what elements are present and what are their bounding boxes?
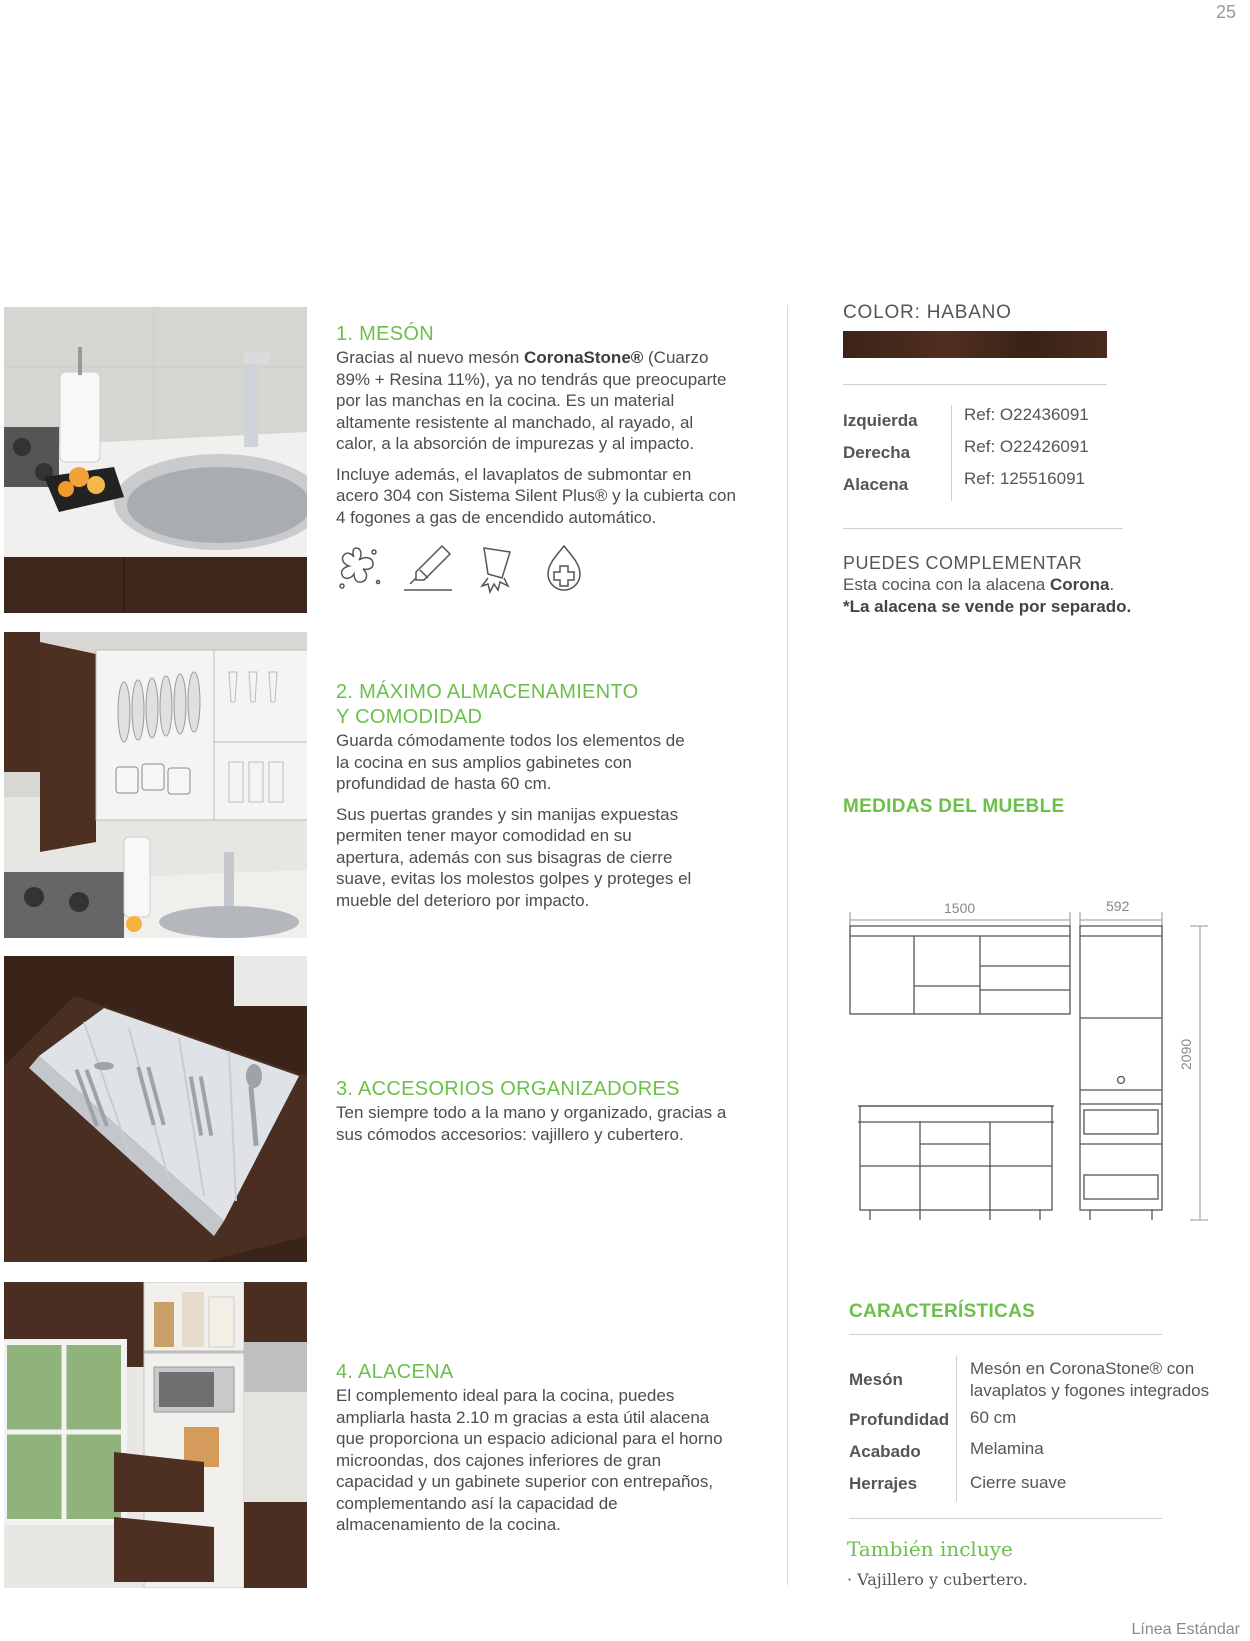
spec-label: Profundidad [849,1410,950,1429]
ref-label: Izquierda [843,411,918,430]
complement-line: Esta cocina con la alacena Corona. [843,575,1115,594]
section-title: 2. MÁXIMO ALMACENAMIENTO Y COMODIDAD [336,681,639,728]
divider [849,1518,1162,1519]
footer-label: Línea Estándar [1131,1621,1240,1638]
section-accesorios [336,1077,736,1154]
section-title: 3. ACCESORIOS ORGANIZADORES [336,1078,680,1100]
dimension-height: 2090 [1178,1038,1194,1070]
spec-label: Acabado [849,1442,921,1461]
photo-meson [4,307,307,613]
color-title: COLOR: HABANO [843,302,1012,323]
feature-icons [334,542,574,598]
spec-value: Cierre suave [970,1473,1067,1492]
ref-value: Ref: O22436091 [964,405,1089,424]
scratch-resistant-icon [402,542,452,594]
spec-label: Herrajes [849,1474,918,1493]
dimension-width: 1500 [944,900,976,916]
divider [843,384,1107,385]
section-paragraph: El complemento ideal para la cocina, puedes ampliarla hasta 2.10 m gracias a esta útil alacena que proporciona un espacio adicional para el horno microondas, dos cajones inferiores de gran capacidad y un gabinete superior con entrepaños, complementando así la capacidad de almacenamiento de la cocina. [336,1386,723,1534]
caracteristicas-title: CARACTERÍSTICAS [849,1301,1036,1322]
ref-value: Ref: 125516091 [964,469,1085,488]
ref-label: Derecha [843,443,911,462]
complement-disclaimer: *La alacena se vende por separado. [843,597,1132,616]
medidas-title: MEDIDAS DEL MUEBLE [843,796,1065,817]
stain-resistant-icon [334,542,384,594]
section-paragraph: Ten siempre todo a la mano y organizado, gracias a sus cómodos accesorios: vajillero y cubertero. [336,1103,727,1144]
section-alacena [336,1360,726,1545]
photo-alacena [4,1282,307,1588]
tambien-item: · Vajillero y cubertero. [847,1570,1028,1589]
absorption-resistant-icon [538,542,588,594]
section-title: 1. MESÓN [336,323,434,345]
section-almacenamiento [336,680,696,920]
spec-label: Mesón [849,1370,903,1389]
spec-value: Mesón en CoronaStone® con lavaplatos y fogones integrados [970,1359,1210,1400]
divider [849,1334,1162,1335]
section-title: 4. ALACENA [336,1361,454,1383]
spec-value: 60 cm [970,1408,1017,1427]
ref-value: Ref: O22426091 [964,437,1089,456]
section-paragraph: Sus puertas grandes y sin manijas expuestas permiten tener mayor comodidad en su apertura, además con sus bisagras de cierre suave, evitas los molestos golpes y proteges el mueble del deterioro por impacto. [336,804,692,910]
impact-resistant-icon [470,542,520,594]
section-paragraph: Gracias al nuevo mesón CoronaStone® (Cuarzo 89% + Resina 11%), ya no tendrás que preocuparte por las manchas en la cocina. Es un material altamente resistente al manchado, al rayado, al calor, a la absorción de impurezas y al impacto. [336,348,727,453]
complement-caption: PUEDES COMPLEMENTAR [843,553,1083,573]
photo-accesorios [4,956,307,1262]
tambien-title: También incluye [847,1537,1013,1561]
reference-table [843,405,1143,501]
table-separator [956,1356,957,1502]
complement-note [843,552,1163,618]
divider [843,528,1123,529]
photo-almacenamiento [4,632,307,938]
column-divider [787,305,788,1585]
section-paragraph: Incluye además, el lavaplatos de submontar en acero 304 con Sistema Silent Plus® y la cubierta con 4 fogones a gas de encendido automático. [336,464,736,527]
section-paragraph: Guarda cómodamente todos los elementos de la cocina en sus amplios gabinetes con profundidad de hasta 60 cm. [336,731,685,793]
ref-label: Alacena [843,475,909,494]
table-row [843,469,1143,501]
spec-value: Melamina [970,1439,1044,1458]
page-number: 25 [1215,2,1236,22]
furniture-drawing [840,890,1220,1230]
section-meson [336,322,736,537]
table-row [843,437,1143,469]
table-row [843,405,1143,437]
dimension-depth: 592 [1106,898,1130,914]
color-swatch [843,331,1107,358]
